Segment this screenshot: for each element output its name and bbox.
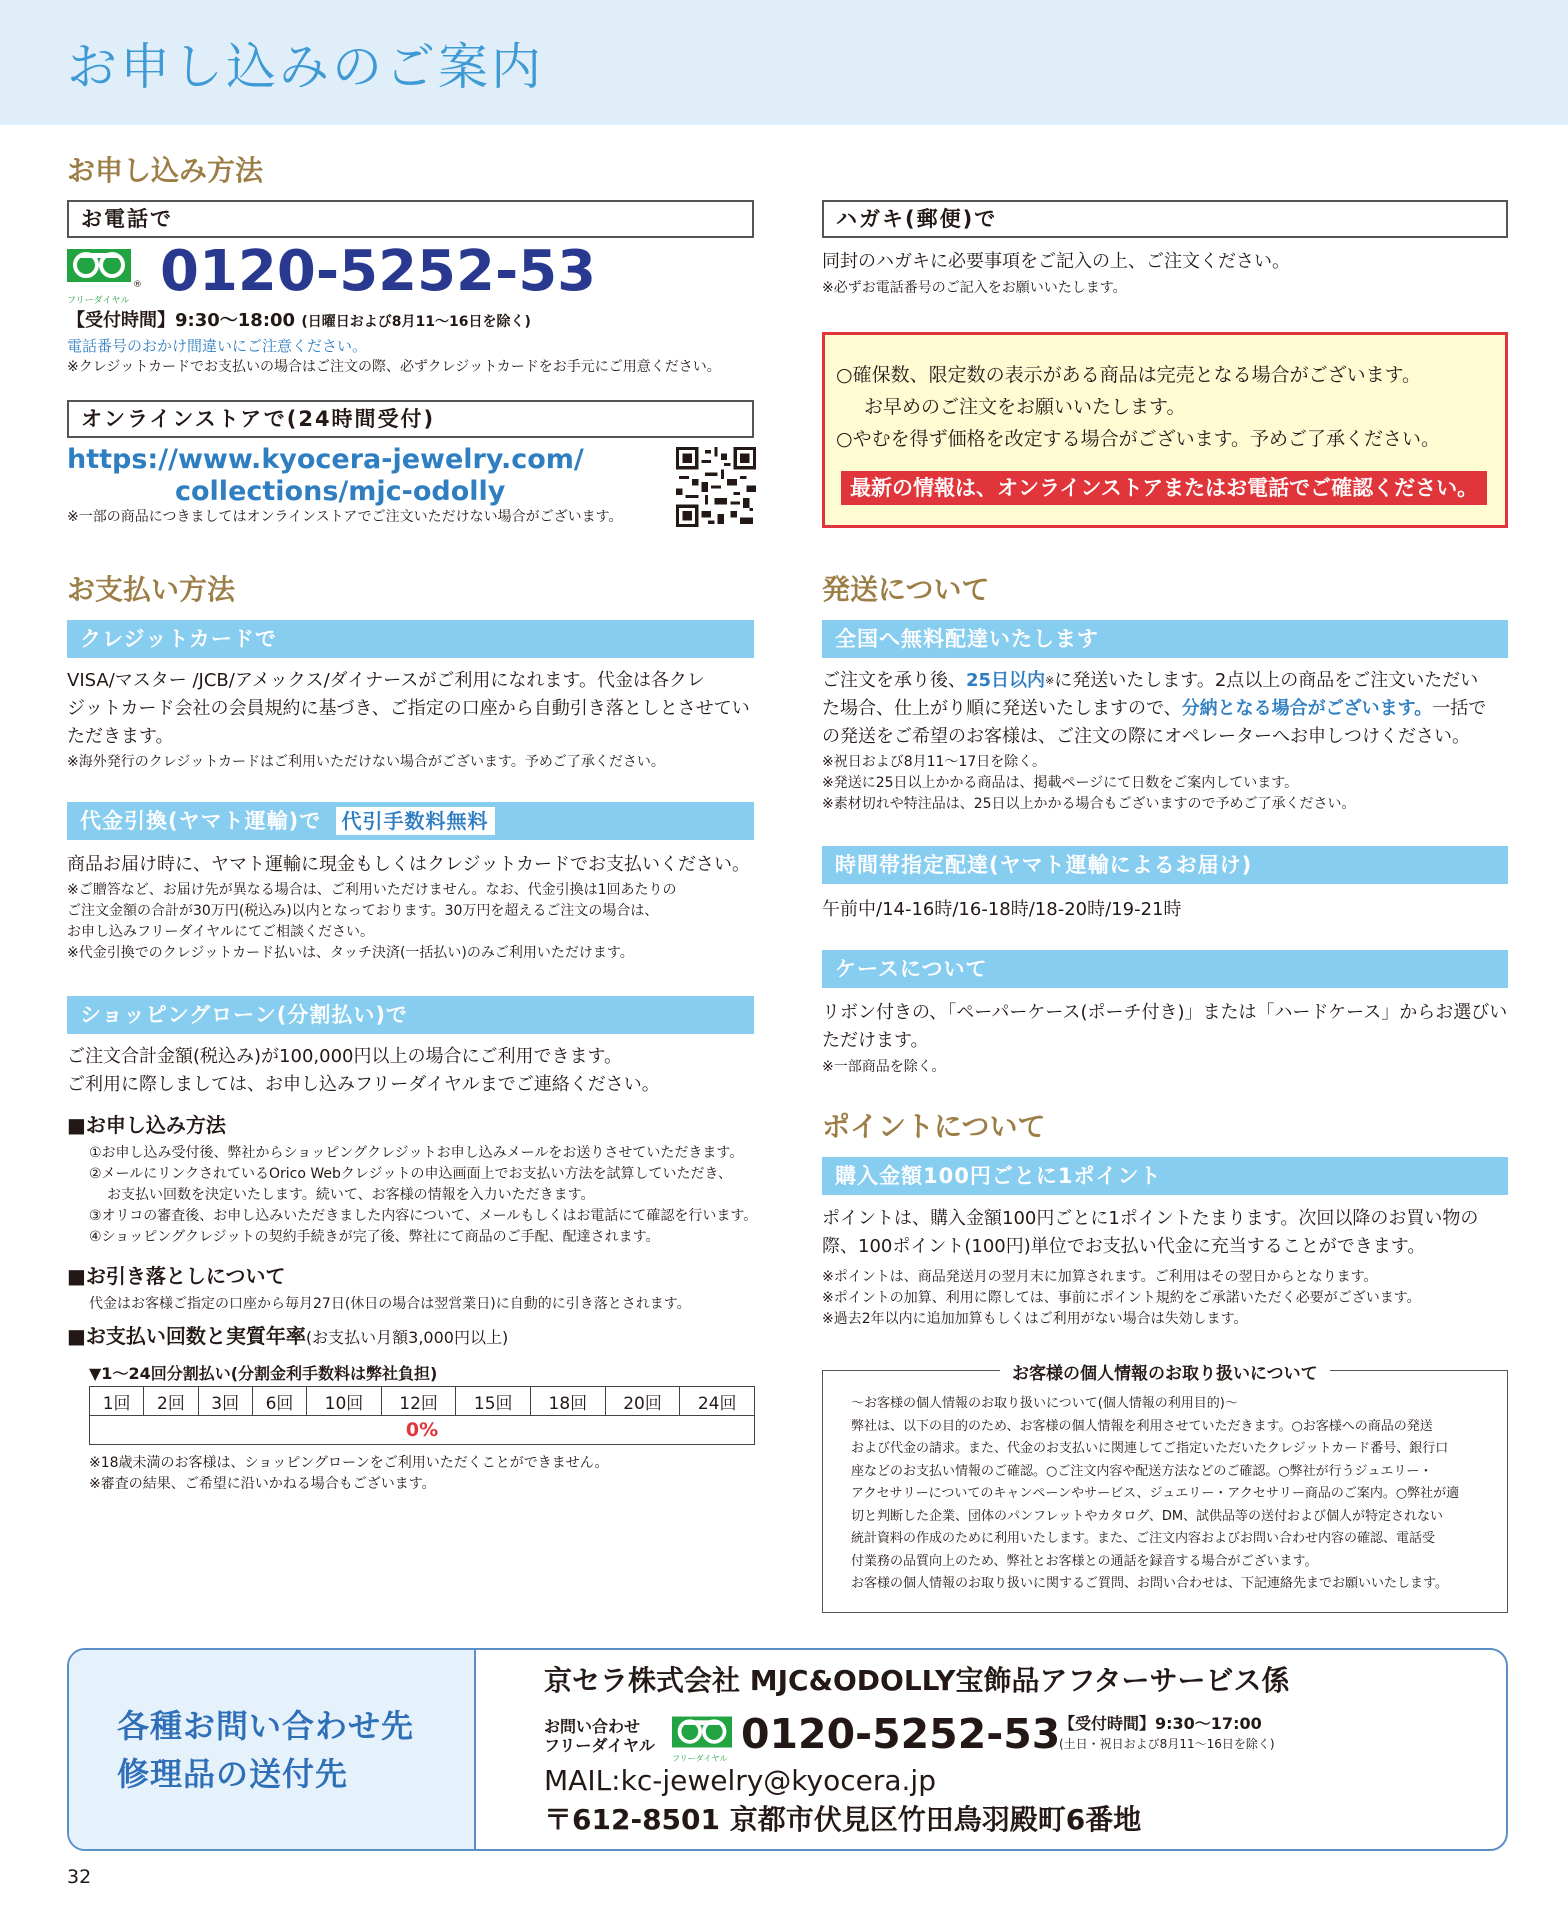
loan-text xyxy=(67,1043,660,1099)
contact-label-line2: フリーダイヤル xyxy=(544,1736,655,1755)
free-ship-note3: ※素材切れや特注品は、25日以上かかる場合もございますので予めご了承ください。 xyxy=(822,796,1356,812)
online-url[interactable] xyxy=(67,444,584,508)
hours-note: (日曜日および8月11〜16日を除く) xyxy=(301,314,531,330)
case-line2: ただけます。 xyxy=(822,1030,929,1051)
contact-mail[interactable]: MAIL:kc-jewelry@kyocera.jp xyxy=(544,1764,936,1797)
online-note: ※一部の商品につきましてはオンラインストアでご注文いただけない場合がございます。 xyxy=(67,509,623,525)
loan-steps xyxy=(89,1143,757,1248)
credit-text xyxy=(67,667,750,751)
page-number: 32 xyxy=(67,1866,92,1888)
free-ship-mark: ※ xyxy=(1045,674,1055,687)
cod-note3: お申し込みフリーダイヤルにてご相談ください。 xyxy=(67,924,375,940)
credit-note: ※海外発行のクレジットカードはご利用いただけない場合がございます。予めご了承ください。 xyxy=(67,754,665,770)
loan-step2b: お支払い回数を決定いたします。続いて、お客様の情報を入力いただきます。 xyxy=(107,1187,595,1203)
online-url-line2[interactable]: collections/mjc-odolly xyxy=(175,476,506,507)
loan-step1: ①お申し込み受付後、弊社からショッピングクレジットお申し込みメールをお送りさせていただきます。 xyxy=(89,1145,744,1161)
loan-note1: ※18歳未満のお客様は、ショッピングローンをご利用いただくことができません。 xyxy=(89,1455,609,1471)
point-line2: 際、100ポイント(100円)単位でお支払い代金に充当することができます。 xyxy=(822,1236,1426,1257)
freedial-logo-icon xyxy=(67,249,131,295)
contact-hours-value: 【受付時間】9:30〜17:00 xyxy=(1059,1714,1262,1733)
count-cell: 24回 xyxy=(680,1387,755,1416)
contact-left-panel xyxy=(69,1650,476,1849)
loan-line1: ご注文合計金額(税込み)が100,000円以上の場合にご利用できます。 xyxy=(67,1046,623,1067)
case-bar: ケースについて xyxy=(822,950,1508,988)
free-ship-notes xyxy=(822,752,1356,815)
loan-bar: ショッピングローン(分割払い)で xyxy=(67,996,754,1034)
privacy-line: お客様の個人情報のお取り扱いに関するご質問、お問い合わせは、下記連絡先までお願いいたします。 xyxy=(851,1576,1448,1591)
phone-number[interactable]: 0120-5252-53 xyxy=(160,239,597,304)
free-ship-days: 25日以内 xyxy=(966,670,1046,691)
contact-address: 〒612-8501 京都市伏見区竹田鳥羽殿町6番地 xyxy=(544,1803,1142,1836)
phone-note: ※クレジットカードでお支払いの場合はご注文の際、必ずクレジットカードをお手元にご用意ください。 xyxy=(67,359,721,375)
time-slot-text: 午前中/14-16時/16-18時/18-20時/19-21時 xyxy=(822,899,1182,920)
free-ship-l1a: ご注文を承り後、 xyxy=(822,670,966,691)
contact-left-text xyxy=(117,1702,414,1798)
cod-note1: ※ご贈答など、お届け先が異なる場合は、ご利用いただけません。なお、代金引換は1回あたりの xyxy=(67,882,677,898)
loan-line2: ご利用に際しましては、お申し込みフリーダイヤルまでご連絡ください。 xyxy=(67,1074,660,1095)
count-cell: 6回 xyxy=(252,1387,306,1416)
contact-company: 京セラ株式会社 MJC&ODOLLY宝飾品アフターサービス係 xyxy=(544,1664,1290,1697)
privacy-title: お客様の個人情報のお取り扱いについて xyxy=(1000,1359,1330,1384)
credit-line3: ただきます。 xyxy=(67,726,174,747)
free-ship-note1: ※祝日および8月11〜17日を除く。 xyxy=(822,754,1046,770)
loan-step2a: ②メールにリンクされているOrico Webクレジットの申込画面上でお支払い方法を試算していただき、 xyxy=(89,1166,732,1182)
postcard-text: 同封のハガキに必要事項をご記入の上、ご注文ください。 xyxy=(822,251,1290,272)
privacy-line: 〜お客様の個人情報のお取り扱いについて(個人情報の利用目的)〜 xyxy=(851,1396,1238,1411)
free-ship-line3: の発送をご希望のお客様は、ご注文の際にオペレーターへお申しつけください。 xyxy=(822,726,1470,747)
count-cell: 20回 xyxy=(605,1387,680,1416)
contact-freedial-logo-icon xyxy=(672,1714,732,1763)
free-ship-bar: 全国へ無料配達いたします xyxy=(822,620,1508,658)
point-text xyxy=(822,1205,1478,1261)
section-heading-points: ポイントについて xyxy=(822,1110,1046,1143)
loan-count-note: (お支払い月額3,000円以上) xyxy=(305,1328,509,1347)
privacy-line: 弊社は、以下の目的のため、お客様の個人情報を利用させていただきます。○お客様への商品の発送 xyxy=(851,1418,1433,1434)
phone-hours xyxy=(67,309,531,334)
hours-value: 9:30〜18:00 xyxy=(175,310,296,331)
point-note3: ※過去2年以内に追加加算もしくはご利用がない場合は失効します。 xyxy=(822,1311,1248,1327)
notice-line3: ○やむを得ず価格を改定する場合がございます。予めご了承ください。 xyxy=(836,428,1441,450)
notice-line2: お早めのご注文をお願いいたします。 xyxy=(864,396,1186,418)
free-ship-text xyxy=(822,667,1486,751)
notice-line1: ○確保数、限定数の表示がある商品は完売となる場合がございます。 xyxy=(836,364,1422,386)
privacy-line: 座などのお支払い情報のご確認。○ご注文内容や配送方法などのご確認。○弊社が行うジュエリー・ xyxy=(851,1463,1433,1479)
notice-lines xyxy=(836,359,1440,455)
online-heading: オンラインストアで(24時間受付) xyxy=(67,400,754,438)
point-line1: ポイントは、購入金額100円ごとに1ポイントたまります。次回以降のお買い物の xyxy=(822,1208,1479,1229)
privacy-box xyxy=(822,1370,1508,1613)
free-ship-l2a: た場合、仕上がり順に発送いたしますので、 xyxy=(822,698,1182,719)
count-cell: 15回 xyxy=(456,1387,531,1416)
phone-heading: お電話で xyxy=(67,200,754,238)
section-heading-payment: お支払い方法 xyxy=(67,573,236,606)
point-bar: 購入金額100円ごとに1ポイント xyxy=(822,1157,1508,1195)
rate-cell: 0% xyxy=(90,1416,755,1445)
point-note2: ※ポイントの加算、利用に際しては、事前にポイント規約をご承諾いただく必要がございます。 xyxy=(822,1290,1421,1306)
online-url-line1[interactable]: https://www.kyocera-jewelry.com/ xyxy=(67,444,584,475)
rate-table-counts xyxy=(90,1387,755,1416)
loan-debit-text: 代金はお客様ご指定の口座から毎月27日(休日の場合は翌営業日)に自動的に引き落とされます。 xyxy=(89,1296,691,1312)
contact-left-line2: 修理品の送付先 xyxy=(117,1755,349,1793)
loan-step3: ③オリコの審査後、お申し込みいただきました内容について、メールもしくはお電話にて確認を行います。 xyxy=(89,1208,758,1224)
free-ship-line2 xyxy=(822,695,1486,723)
free-ship-l2c: 一括で xyxy=(1432,698,1487,719)
count-cell: 18回 xyxy=(531,1387,606,1416)
privacy-line: 付業務の品質向上のため、弊社とお客様との通話を録音する場合がございます。 xyxy=(851,1553,1318,1569)
contact-tel[interactable]: 0120-5252-53 xyxy=(741,1710,1061,1758)
qr-code-icon xyxy=(676,447,756,527)
free-ship-split: 分納となる場合がございます。 xyxy=(1181,698,1433,719)
free-ship-note2: ※発送に25日以上かかる商品は、掲載ページにて日数をご案内しています。 xyxy=(822,775,1299,791)
count-cell: 2回 xyxy=(144,1387,198,1416)
rate-table xyxy=(89,1386,755,1445)
privacy-line: 統計資料の作成のために利用いたします。また、ご注文内容およびお問い合わせ内容の確認、電話受 xyxy=(851,1531,1435,1546)
free-ship-line1 xyxy=(822,667,1486,695)
cod-fee-badge: 代引手数料無料 xyxy=(336,807,495,835)
privacy-line: アクセサリーについてのキャンペーンやサービス、ジュエリー・アクセサリー商品のご案内。○弊社が適 xyxy=(851,1486,1460,1501)
contact-box xyxy=(67,1648,1508,1851)
count-cell: 10回 xyxy=(307,1387,382,1416)
loan-count-title: ■お支払い回数と実質年率 xyxy=(67,1324,306,1348)
phone-warning: 電話番号のおかけ間違いにご注意ください。 xyxy=(67,337,368,355)
cod-text: 商品お届け時に、ヤマト運輸に現金もしくはクレジットカードでお支払いください。 xyxy=(67,854,751,875)
privacy-lines xyxy=(851,1393,1459,1596)
cod-bar-label: 代金引換(ヤマト運輸)で xyxy=(80,809,322,833)
cod-note4: ※代金引換でのクレジットカード払いは、タッチ決済(一括払い)のみご利用いただけます。 xyxy=(67,945,634,961)
cod-bar xyxy=(67,802,754,840)
notice-red-bar: 最新の情報は、オンラインストアまたはお電話でご確認ください。 xyxy=(841,471,1487,505)
case-line1: リボン付きの、「ペーパーケース(ポーチ付き)」または「ハードケース」からお選びい xyxy=(822,1002,1508,1023)
cod-note2: ご注文金額の合計が30万円(税込み)以内となっております。30万円を超えるご注文の場合は、 xyxy=(67,903,659,919)
registered-mark: ® xyxy=(133,280,142,290)
loan-debit-heading: ■お引き落としについて xyxy=(67,1264,286,1288)
page-title: お申し込みのご案内 xyxy=(67,38,544,96)
credit-line1: VISA/マスター /JCB/アメックス/ダイナースがご利用になれます。代金は各クレ xyxy=(67,670,705,691)
freedial-logo-icon xyxy=(67,249,131,299)
free-ship-l1d: に発送いたします。2点以上の商品をご注文いただい xyxy=(1054,670,1479,691)
credit-line2: ジットカード会社の会員規約に基づき、ご指定の口座から自動引き落としとさせてい xyxy=(67,698,750,719)
privacy-line: および代金の請求。また、代金のお支払いに関連してご指定いただいたクレジットカード番号、銀行口 xyxy=(851,1441,1449,1456)
contact-hours-note: (土日・祝日および8月11〜16日を除く) xyxy=(1059,1737,1275,1751)
loan-step4: ④ショッピングクレジットの契約手続きが完了後、弊社にて商品のご手配、配達されます。 xyxy=(89,1229,660,1245)
section-heading-order: お申し込み方法 xyxy=(67,154,264,187)
contact-hours xyxy=(1059,1714,1275,1754)
loan-count-heading xyxy=(67,1323,508,1351)
postcard-note: ※必ずお電話番号のご記入をお願いいたします。 xyxy=(822,280,1127,296)
point-notes xyxy=(822,1267,1421,1330)
privacy-line: 切と判断した企業、団体のパンフレットやカタログ、DM、試供品等の送付および個人が特定されない xyxy=(851,1508,1444,1524)
loan-apply-heading: ■お申し込み方法 xyxy=(67,1113,226,1137)
hours-label: 【受付時間】 xyxy=(67,310,175,331)
case-note: ※一部商品を除く。 xyxy=(822,1059,946,1075)
loan-note2: ※審査の結果、ご希望に沿いかねる場合もございます。 xyxy=(89,1476,436,1492)
section-heading-shipping: 発送について xyxy=(822,573,990,606)
count-cell: 3回 xyxy=(198,1387,252,1416)
cod-notes xyxy=(67,880,676,964)
freedial-logo-icon xyxy=(672,1714,732,1750)
contact-label-line1: お問い合わせ xyxy=(544,1717,641,1736)
time-slot-bar: 時間帯指定配達(ヤマト運輸によるお届け) xyxy=(822,846,1508,884)
contact-left-line1: 各種お問い合わせ先 xyxy=(117,1707,415,1745)
count-cell: 12回 xyxy=(381,1387,456,1416)
rate-table-caption: ▼1〜24回分割払い(分割金利手数料は弊社負担) xyxy=(89,1364,438,1383)
qr-code-icon[interactable] xyxy=(676,447,756,531)
rate-table-rate-row xyxy=(90,1416,755,1445)
freedial-caption: フリーダイヤル xyxy=(67,296,130,306)
count-cell: 1回 xyxy=(90,1387,144,1416)
postcard-heading: ハガキ(郵便)で xyxy=(822,200,1508,238)
credit-bar: クレジットカードで xyxy=(67,620,754,658)
notice-box xyxy=(822,332,1508,528)
case-text xyxy=(822,999,1507,1055)
point-note1: ※ポイントは、商品発送月の翌月末に加算されます。ご利用はその翌日からとなります。 xyxy=(822,1269,1378,1285)
contact-dial-label xyxy=(544,1717,655,1755)
contact-logo-caption: フリーダイヤル xyxy=(672,1754,728,1763)
loan-notes xyxy=(89,1453,609,1495)
